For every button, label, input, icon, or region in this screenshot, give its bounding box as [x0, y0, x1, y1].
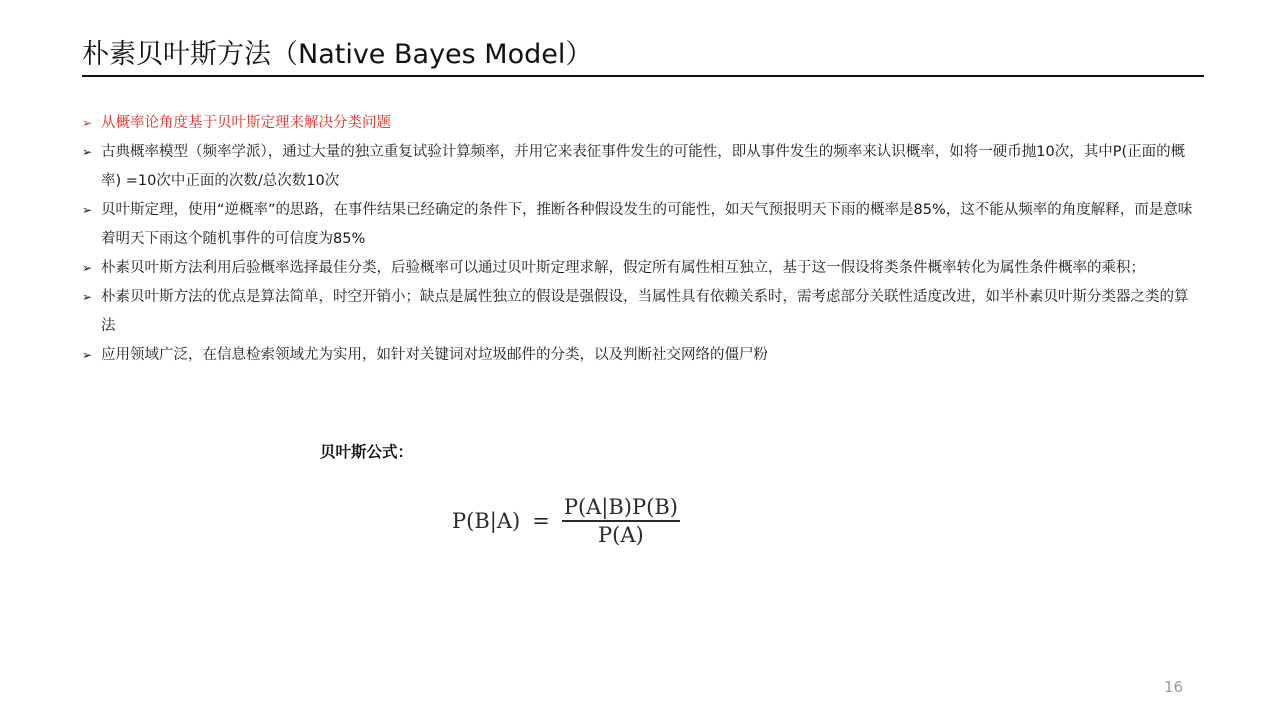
formula-equals-sign: =: [532, 508, 550, 533]
formula-lhs: P(B|A): [452, 508, 521, 533]
arrow-bullet-icon: ➢: [82, 116, 93, 130]
bullet-item: [82, 341, 1200, 370]
bullet-text: 应用领域广泛，在信息检索领域尤为实用，如针对关键词对垃圾邮件的分类，以及判断社交网络的僵尸粉: [101, 347, 768, 363]
formula-denominator: P(A): [598, 522, 644, 547]
bullet-item: [82, 196, 1200, 254]
arrow-bullet-icon: ➢: [82, 348, 93, 362]
formula-fraction: [562, 495, 680, 547]
arrow-bullet-icon: ➢: [82, 290, 93, 304]
bullet-list: [82, 109, 1200, 370]
bullet-text: 朴素贝叶斯方法利用后验概率选择最佳分类，后验概率可以通过贝叶斯定理求解，假定所有属性相互独立，基于这一假设将类条件概率转化为属性条件概率的乘积；: [101, 260, 1145, 276]
slide-title: 朴素贝叶斯方法（Native Bayes Model）: [82, 39, 593, 70]
bullet-text: 古典概率模型（频率学派），通过大量的独立重复试验计算频率，并用它来表征事件发生的可能性，即从事件发生的频率来认识概率，如将一硬币抛10次，其中P(正面的概率) =10次中正面的次数/总次数10次: [101, 144, 1186, 189]
bullet-item: [82, 138, 1200, 196]
arrow-bullet-icon: ➢: [82, 145, 93, 159]
page-number: 16: [1164, 678, 1184, 696]
formula-numerator: P(A|B)P(B): [563, 495, 678, 519]
bullet-text: 从概率论角度基于贝叶斯定理来解决分类问题: [101, 115, 391, 131]
bullet-item: [82, 283, 1200, 341]
bayes-formula: [452, 495, 680, 547]
title-underline: [82, 75, 1204, 77]
bullet-text: 朴素贝叶斯方法的优点是算法简单，时空开销小；缺点是属性独立的假设是强假设，当属性具有依赖关系时，需考虑部分关联性适度改进，如半朴素贝叶斯分类器之类的算法: [101, 289, 1189, 334]
bullet-text: 贝叶斯定理，使用“逆概率”的思路，在事件结果已经确定的条件下，推断各种假设发生的可能性，如天气预报明天下雨的概率是85%，这不能从频率的角度解释，而是意味着明天下雨这个随机事件的可信度为85%: [101, 202, 1193, 247]
bullet-item: [82, 254, 1200, 283]
arrow-bullet-icon: ➢: [82, 203, 93, 217]
arrow-bullet-icon: ➢: [82, 261, 93, 275]
formula-label: 贝叶斯公式：: [320, 443, 414, 461]
bullet-item: [82, 109, 1200, 138]
